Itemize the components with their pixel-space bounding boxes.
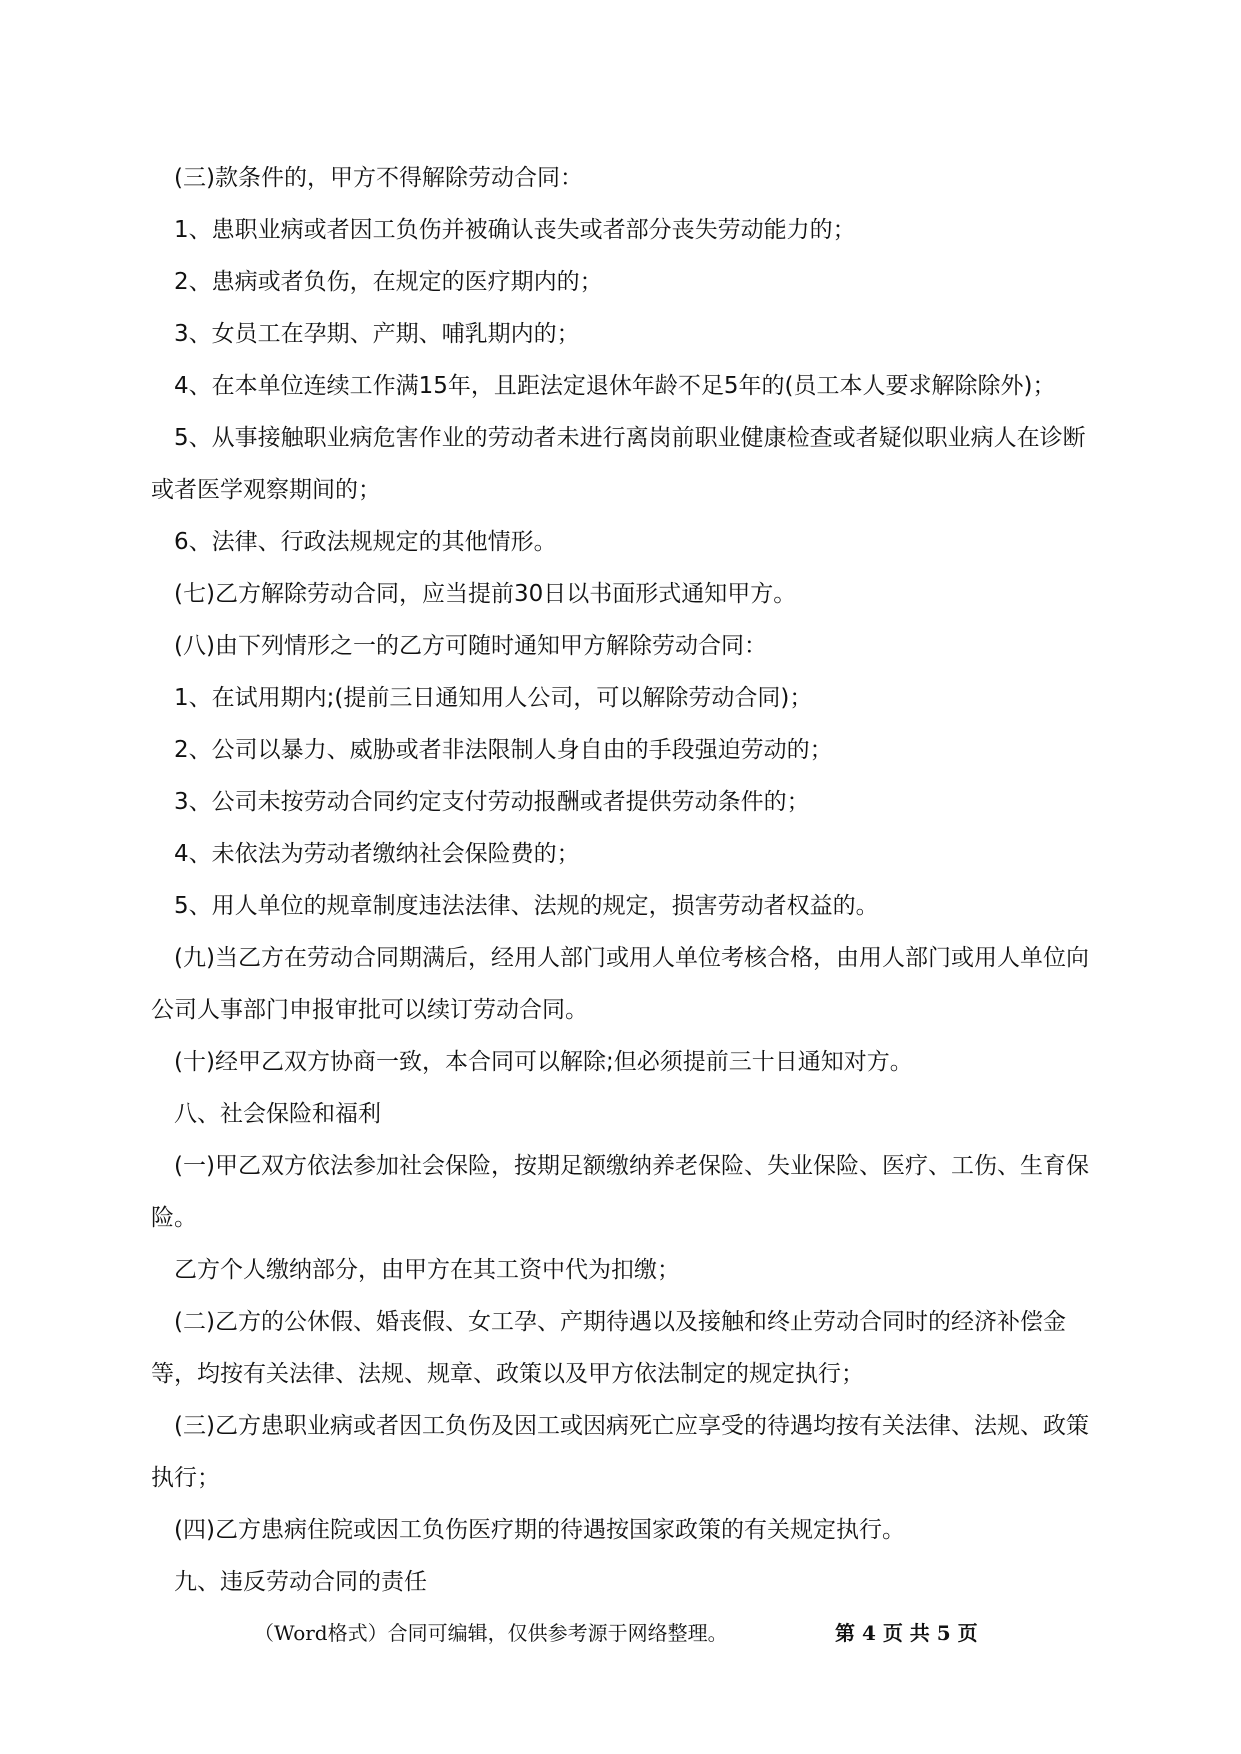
paragraph: (四)乙方患病住院或因工负伤医疗期的待遇按国家政策的有关规定执行。 bbox=[174, 1517, 905, 1543]
paragraph: (七)乙方解除劳动合同，应当提前30日以书面形式通知甲方。 bbox=[174, 581, 797, 607]
paragraph: 3、女员工在孕期、产期、哺乳期内的； bbox=[174, 321, 580, 347]
footer-note: （Word格式）合同可编辑，仅供参考源于网络整理。 bbox=[254, 1621, 728, 1645]
paragraph: 1、患职业病或者因工负伤并被确认丧失或者部分丧失劳动能力的； bbox=[174, 217, 856, 243]
paragraph: 4、在本单位连续工作满15年，且距法定退休年龄不足5年的(员工本人要求解除除外)； bbox=[174, 373, 1056, 399]
paragraph: (二)乙方的公休假、婚丧假、女工孕、产期待遇以及接触和终止劳动合同时的经济补偿金等，均按有关法律、法规、规章、政策以及甲方依法制定的规定执行； bbox=[151, 1309, 1066, 1387]
paragraph: (三)款条件的，甲方不得解除劳动合同： bbox=[174, 165, 583, 191]
paragraph: 5、用人单位的规章制度违法法律、法规的规定，损害劳动者权益的。 bbox=[174, 893, 879, 919]
section-heading: 八、社会保险和福利 bbox=[174, 1101, 381, 1127]
paragraph: 1、在试用期内;(提前三日通知用人公司，可以解除劳动合同)； bbox=[174, 685, 813, 711]
paragraph: 乙方个人缴纳部分，由甲方在其工资中代为扣缴； bbox=[174, 1257, 680, 1283]
paragraph: (一)甲乙双方依法参加社会保险，按期足额缴纳养老保险、失业保险、医疗、工伤、生育保险。 bbox=[151, 1153, 1089, 1231]
paragraph: (九)当乙方在劳动合同期满后，经用人部门或用人单位考核合格，由用人部门或用人单位向公司人事部门申报审批可以续订劳动合同。 bbox=[151, 945, 1089, 1023]
paragraph: 4、未依法为劳动者缴纳社会保险费的； bbox=[174, 841, 580, 867]
paragraph: (三)乙方患职业病或者因工负伤及因工或因病死亡应享受的待遇均按有关法律、法规、政策执行； bbox=[151, 1413, 1089, 1491]
paragraph: 2、患病或者负伤，在规定的医疗期内的； bbox=[174, 269, 603, 295]
document-body bbox=[151, 152, 1096, 1608]
paragraph: (八)由下列情形之一的乙方可随时通知甲方解除劳动合同： bbox=[174, 633, 767, 659]
paragraph: (十)经甲乙双方协商一致，本合同可以解除;但必须提前三十日通知对方。 bbox=[174, 1049, 913, 1075]
paragraph: 6、法律、行政法规规定的其他情形。 bbox=[174, 529, 557, 555]
page-footer bbox=[0, 1617, 1241, 1651]
section-heading: 九、违反劳动合同的责任 bbox=[174, 1569, 427, 1595]
paragraph: 3、公司未按劳动合同约定支付劳动报酬或者提供劳动条件的； bbox=[174, 789, 810, 815]
paragraph: 2、公司以暴力、威胁或者非法限制人身自由的手段强迫劳动的； bbox=[174, 737, 833, 763]
page-number: 第 4 页 共 5 页 bbox=[835, 1621, 978, 1645]
paragraph: 5、从事接触职业病危害作业的劳动者未进行离岗前职业健康检查或者疑似职业病人在诊断或者医学观察期间的； bbox=[151, 425, 1086, 503]
